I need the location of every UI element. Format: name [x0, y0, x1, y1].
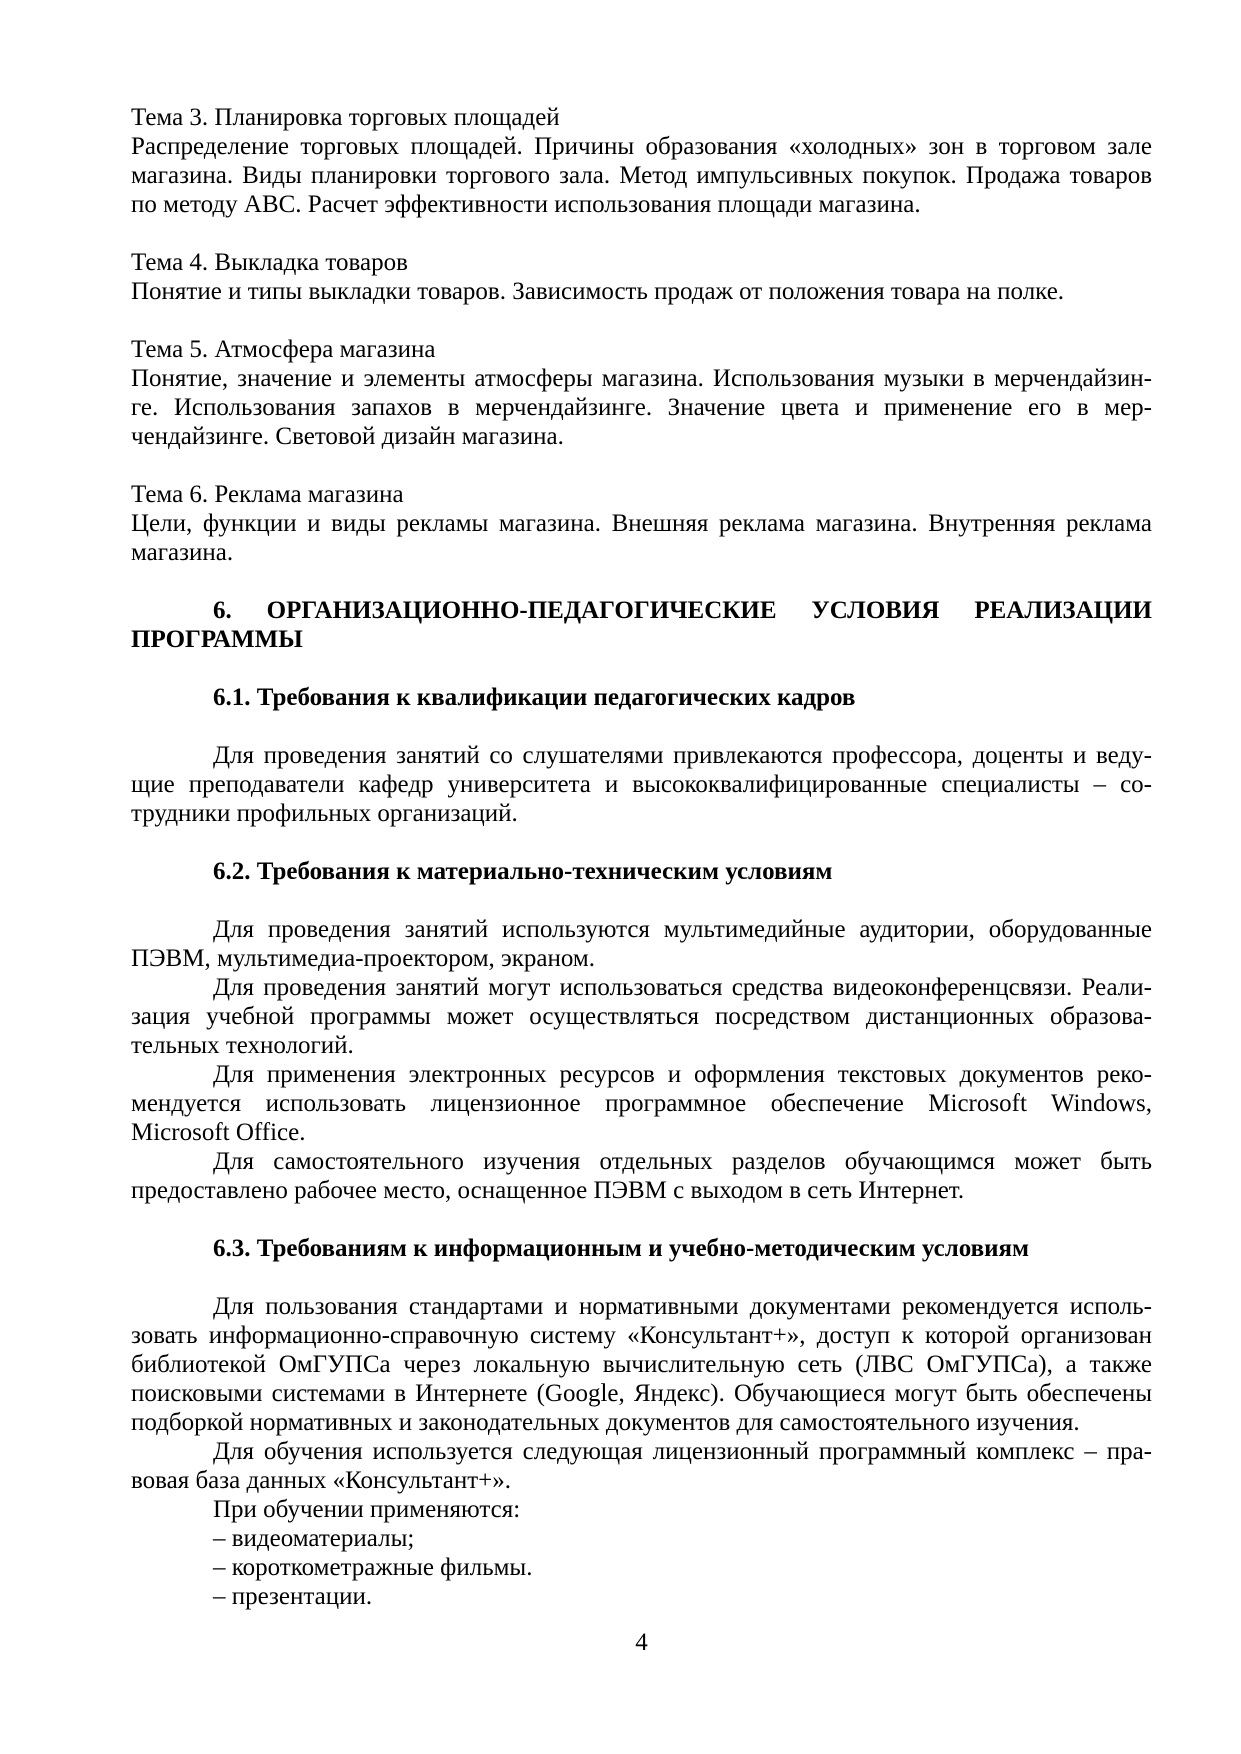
section-heading-line: ПРОГРАММЫ [131, 626, 303, 653]
paragraph [131, 1495, 1152, 1524]
body-line: Для проведения занятий используются мультимедийные аудитории, оборудованные [213, 916, 1152, 943]
body-line: тельных технологий. [131, 1032, 354, 1059]
subsection-heading: 6.1. Требования к квалификации педагогических кадров [213, 684, 856, 711]
paragraph-line: магазина. [131, 539, 234, 566]
topic-block-5 [131, 335, 1152, 451]
body-line: зовать информационно-справочную систему «Консультант+», доступ к которой организован [131, 1322, 1152, 1349]
section-6-heading [131, 596, 1152, 654]
list [131, 1524, 1152, 1611]
body-line: Для проведения занятий могут использоваться средства видеоконференцсвязи. Реали- [213, 974, 1152, 1001]
body-line: ПЭВМ, мультимедиа-проектором, экраном. [131, 945, 596, 972]
subsection-heading: 6.3. Требованиям к информационным и учебно-методическим условиям [213, 1235, 1030, 1262]
body-line: щие преподаватели кафедр университета и высококвалифицированные специалисты – со- [131, 771, 1152, 798]
topic-title: Тема 6. Реклама магазина [131, 481, 404, 508]
body-line: Для пользования стандартами и нормативными документами рекомендуется исполь- [213, 1293, 1152, 1320]
subsection-6-2-heading [131, 857, 1152, 886]
paragraph [131, 1292, 1152, 1437]
list-item: – короткометражные фильмы. [213, 1554, 533, 1581]
topic-title: Тема 3. Планировка торговых площадей [131, 104, 560, 131]
paragraph [131, 1147, 1152, 1205]
body-line: Для самостоятельного изучения отдельных разделов обучающимся может быть [213, 1148, 1152, 1175]
body-line: Microsoft Office. [131, 1119, 306, 1146]
list-item: – видеоматериалы; [213, 1525, 415, 1552]
topic-block-4 [131, 248, 1152, 306]
body-line: библиотекой ОмГУПСа через локальную вычислительную сеть (ЛВС ОмГУПСа), а также [131, 1351, 1152, 1378]
topic-title: Тема 5. Атмосфера магазина [131, 336, 436, 363]
subsection-6-3-body [131, 1292, 1152, 1611]
page-number: 4 [635, 1629, 648, 1656]
list-item: – презентации. [213, 1583, 373, 1610]
body-line: вовая база данных «Консультант+». [131, 1467, 511, 1494]
body-line: предоставлено рабочее место, оснащенное ПЭВМ с выходом в сеть Интернет. [131, 1177, 965, 1204]
body-line: Для обучения используется следующая лицензионный программный комплекс – пра- [213, 1438, 1152, 1465]
subsection-heading: 6.2. Требования к материально-техническим условиям [213, 858, 833, 885]
topic-block-3 [131, 103, 1152, 219]
body-line: подборкой нормативных и законодательных документов для самостоятельного изучения. [131, 1409, 1080, 1436]
paragraph-line: Понятие, значение и элементы атмосферы магазина. Использования музыки в мерчендайзин- [131, 365, 1152, 392]
body-line: зация учебной программы может осуществляться посредством дистанционных образова- [131, 1003, 1152, 1030]
section-heading-line: 6. ОРГАНИЗАЦИОННО-ПЕДАГОГИЧЕСКИЕ УСЛОВИЯ РЕАЛИЗАЦИИ [213, 597, 1152, 624]
paragraph-line: чендайзинге. Световой дизайн магазина. [131, 423, 564, 450]
paragraph-line: Цели, функции и виды рекламы магазина. Внешняя реклама магазина. Внутренняя реклама [131, 510, 1152, 537]
paragraph [131, 1060, 1152, 1147]
subsection-6-1-heading [131, 683, 1152, 712]
body-line: мендуется использовать лицензионное программное обеспечение Microsoft Windows, [131, 1090, 1152, 1117]
paragraph-line: ге. Использования запахов в мерчендайзинге. Значение цвета и применение его в мер- [131, 394, 1152, 421]
body-line: При обучении применяются: [213, 1496, 521, 1523]
paragraph [131, 1437, 1152, 1495]
paragraph-line: по методу ABC. Расчет эффективности использования площади магазина. [131, 191, 921, 218]
topic-title: Тема 4. Выкладка товаров [131, 249, 408, 276]
subsection-6-1-body [131, 741, 1152, 828]
page-content [131, 103, 1152, 1611]
paragraph-line: Распределение торговых площадей. Причины образования «холодных» зон в торговом зале [131, 133, 1152, 160]
paragraph [131, 973, 1152, 1060]
paragraph-line: магазина. Виды планировки торгового зала. Метод импульсивных покупок. Продажа товаров [131, 162, 1152, 189]
body-line: трудники профильных организаций. [131, 800, 518, 827]
subsection-6-2-body [131, 915, 1152, 1205]
subsection-6-3-heading [131, 1234, 1152, 1263]
body-line: поисковыми системами в Интернете (Google, Яндекс). Обучающиеся могут быть обеспечены [131, 1380, 1152, 1407]
paragraph-line: Понятие и типы выкладки товаров. Зависимость продаж от положения товара на полке. [131, 278, 1065, 305]
body-line: Для проведения занятий со слушателями привлекаются профессора, доценты и веду- [213, 742, 1152, 769]
topic-block-6 [131, 480, 1152, 567]
body-line: Для применения электронных ресурсов и оформления текстовых документов реко- [213, 1061, 1152, 1088]
paragraph [131, 915, 1152, 973]
